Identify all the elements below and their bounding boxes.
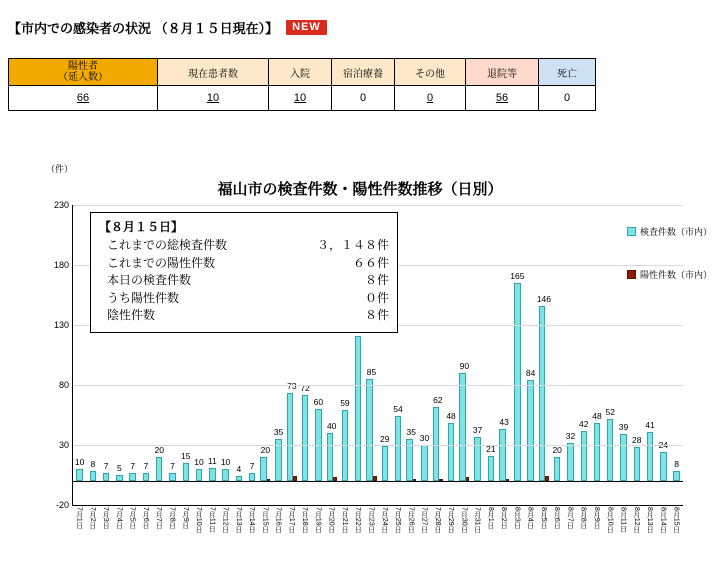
chart-bar-group: [510, 181, 525, 505]
chart-bar-tests: [421, 445, 427, 481]
chart-bar-slot: [444, 205, 457, 505]
chart-bar-tests: [567, 443, 573, 481]
chart-value-label: 7: [170, 460, 175, 471]
chart-x-tick-label: 7月14日: [248, 507, 256, 533]
callout-row-label: 陰性件数: [107, 307, 156, 322]
chart-container: [0, 150, 720, 574]
chart-value-label: 32: [565, 430, 576, 441]
chart-bar-group: [420, 181, 430, 505]
chart-bar-group: [605, 181, 615, 505]
chart-value-label: 90: [459, 361, 470, 371]
chart-value-label: 48: [446, 411, 456, 422]
chart-value-label: 146: [536, 293, 552, 304]
header-cell-hospitalized: 入院: [269, 59, 332, 86]
chart-gridline: [73, 445, 683, 446]
chart-y-tick-label: -20: [55, 500, 69, 510]
chart-x-tick-label: 7月10日: [195, 507, 203, 533]
header-cell-discharged: 退院等: [466, 59, 539, 86]
chart-bar-slot: [498, 205, 511, 505]
legend-label-positives: 陽性件数（市内）: [639, 270, 712, 280]
value-cell-other: [395, 86, 466, 111]
value-discharged: 56: [495, 92, 509, 104]
chart-x-tick-label: 7月6日: [141, 507, 149, 529]
legend-item-tests: [627, 225, 712, 238]
chart-x-tick-label: 8月12日: [632, 507, 640, 533]
chart-bar-tests: [594, 423, 600, 481]
chart-bar-tests: [660, 452, 666, 481]
chart-bar-tests: [647, 432, 653, 481]
chart-x-tick-label: 7月4日: [115, 507, 123, 529]
callout-row: [99, 237, 389, 254]
value-cell-hospitalized: [269, 86, 332, 111]
chart-value-label: 85: [366, 367, 377, 377]
page-header: [8, 18, 327, 37]
chart-value-label: 7: [130, 460, 136, 471]
chart-x-tick-label: 7月21日: [340, 507, 348, 533]
chart-x-tick-label: 7月17日: [287, 507, 295, 533]
chart-bar-group: [406, 181, 416, 505]
chart-x-tick-label: 7月9日: [181, 507, 189, 529]
chart-bar-group: [579, 181, 589, 505]
table-header-row: [9, 59, 596, 86]
chart-gridline: [73, 385, 683, 386]
chart-x-tick-label: 7月22日: [354, 507, 362, 533]
chart-x-tick-label: 8月2日: [500, 507, 508, 529]
value-current-patients: 10: [206, 92, 220, 104]
chart-bar-slot: [431, 205, 444, 505]
chart-bar-group: [499, 181, 509, 505]
chart-bar-tests: [634, 447, 640, 481]
chart-x-tick-label: 8月9日: [593, 507, 600, 529]
chart-value-label: 8: [674, 459, 679, 470]
chart-x-tick-label: 7月5日: [128, 507, 136, 529]
chart-value-label: 28: [632, 435, 642, 446]
chart-y-tick-label: 180: [53, 260, 69, 270]
chart-value-label: 35: [273, 427, 284, 437]
callout-row-label: 本日の検査件数: [107, 273, 192, 288]
chart-value-label: 35: [406, 427, 416, 437]
value-cell-positive-total: [9, 86, 158, 111]
chart-value-label: 37: [472, 424, 483, 435]
chart-bar-tests: [607, 419, 613, 481]
chart-x-tick-label: 8月6日: [553, 507, 561, 529]
callout-row-value: ０件: [364, 290, 389, 305]
chart-x-tick-label: 8月3日: [513, 507, 521, 529]
chart-bar-tests: [620, 434, 626, 481]
chart-bar-group: [536, 181, 552, 505]
chart-bar-tests: [143, 473, 149, 481]
chart-bar-group: [433, 181, 443, 505]
chart-x-tick-label: 7月16日: [274, 507, 282, 533]
chart-bar-tests: [90, 471, 96, 481]
value-cell-current-patients: [158, 86, 269, 111]
chart-x-tick-label: 7月31日: [473, 507, 481, 533]
chart-value-label: 21: [486, 443, 496, 454]
chart-bar-tests: [395, 416, 401, 481]
value-hospitalized: 10: [293, 92, 307, 104]
legend-label-tests: 検査件数（市内）: [639, 227, 712, 237]
callout-row-value: ６６件: [352, 255, 389, 270]
chart-bar-tests: [488, 456, 494, 481]
chart-bar-tests: [366, 379, 372, 481]
chart-x-tick-label: 7月1日: [75, 507, 83, 529]
chart-bar-tests: [183, 463, 189, 481]
chart-value-label: 73: [287, 381, 297, 392]
chart-x-tick-label: 7月18日: [301, 507, 309, 533]
chart-x-tick-label: 7月26日: [407, 507, 415, 533]
chart-x-tick-label: 8月13日: [646, 507, 654, 533]
chart-bar-tests: [249, 473, 255, 481]
header-cell-current-patients: 現在患者数: [158, 59, 269, 86]
chart-x-tick-label: 8月10日: [606, 507, 614, 533]
chart-x-tick-label: 7月24日: [380, 507, 388, 533]
infection-summary-table: [8, 58, 596, 111]
chart-bar-tests: [355, 336, 361, 481]
chart-title: 福山市の検査件数・陽性件数推移（日別）: [217, 181, 503, 198]
chart-gridline: [73, 205, 683, 206]
chart-bar-tests: [287, 393, 293, 481]
chart-bar-tests: [222, 469, 228, 481]
chart-value-label: 41: [645, 419, 655, 430]
chart-bar-group: [565, 181, 575, 505]
chart-x-tick-label: 7月27日: [420, 507, 428, 533]
chart-value-label: 29: [380, 434, 390, 445]
chart-value-label: 7: [249, 460, 255, 471]
chart-bar-slot: [511, 205, 524, 505]
chart-y-tick-label: 30: [58, 440, 69, 450]
chart-bar-tests: [103, 473, 109, 481]
chart-bar-tests: [129, 473, 135, 481]
chart-bar-tests: [539, 306, 545, 481]
table-value-row: [9, 86, 596, 111]
chart-y-tick-label: 130: [53, 320, 69, 330]
chart-bar-tests: [169, 473, 175, 481]
chart-bar-group: [486, 181, 496, 505]
chart-x-tick-label: 8月7日: [566, 507, 574, 529]
chart-value-label: 5: [117, 463, 122, 473]
callout-row: [99, 307, 389, 324]
chart-bar-tests: [327, 433, 333, 481]
chart-bar-slot: [564, 205, 577, 505]
chart-bar-group: [592, 181, 602, 505]
chart-bar-slot: [551, 205, 564, 505]
chart-bar-tests: [448, 423, 454, 481]
chart-bar-slot: [471, 205, 484, 505]
new-badge: NEW: [286, 20, 327, 35]
chart-value-label: 7: [103, 460, 109, 471]
chart-bar-group: [552, 181, 562, 505]
chart-x-tick-label: 7月12日: [221, 507, 229, 533]
chart-bar-slot: [484, 205, 497, 505]
header-positive-line1: 陽性者: [68, 60, 98, 72]
chart-bar-tests: [196, 469, 202, 481]
chart-bar-group: [473, 181, 483, 505]
header-cell-deaths: 死亡: [539, 59, 596, 86]
chart-bar-group: [459, 181, 469, 505]
chart-bar-slot: [458, 205, 471, 505]
chart-x-tick-label: 7月19日: [314, 507, 322, 533]
chart-x-tick-label: 7月2日: [88, 507, 96, 529]
callout-row: [99, 255, 389, 272]
chart-bar-slot: [604, 205, 617, 505]
chart-value-label: 72: [300, 382, 310, 393]
chart-bar-tests: [156, 457, 162, 481]
value-cell-discharged: [466, 86, 539, 111]
chart-value-label: 59: [340, 398, 350, 409]
legend-swatch-positives-icon: [627, 270, 636, 279]
chart-x-tick-label: 8月1日: [486, 507, 494, 529]
chart-x-tick-label: 7月13日: [234, 507, 242, 533]
chart-bar-slot: [577, 205, 590, 505]
callout-row-value: ８件: [364, 273, 389, 288]
chart-value-label: 4: [236, 464, 242, 475]
chart-bar-tests: [581, 431, 587, 481]
chart-bar-tests: [382, 446, 388, 481]
callout-row-value: ８件: [364, 307, 389, 322]
chart-x-tick-label: 7月15日: [261, 507, 269, 533]
chart-value-label: 10: [220, 457, 231, 467]
chart-x-tick-label: 8月15日: [672, 507, 680, 533]
chart-x-tick-label: 7月25日: [394, 507, 402, 533]
chart-bar-group: [526, 181, 536, 505]
chart-value-label: 10: [194, 457, 204, 467]
chart-zero-line: [73, 481, 683, 482]
chart-x-tick-label: 8月4日: [526, 507, 534, 529]
chart-x-tick-label: 8月14日: [659, 507, 667, 533]
callout-row: [99, 290, 389, 307]
value-other: 0: [426, 92, 434, 104]
chart-bar-tests: [76, 469, 82, 481]
header-cell-lodging: 宿泊療養: [332, 59, 395, 86]
chart-x-tick-label: 7月11日: [208, 507, 216, 533]
chart-bar-tests: [260, 457, 266, 481]
chart-x-tick-label: 7月8日: [168, 507, 176, 529]
chart-x-tick-label: 7月3日: [102, 507, 110, 529]
chart-value-label: 40: [326, 421, 337, 431]
chart-x-tick-label: 7月28日: [433, 507, 441, 533]
chart-value-label: 20: [260, 445, 271, 455]
chart-value-label: 52: [605, 406, 615, 417]
chart-bar-group: [75, 181, 85, 505]
callout-rows: [99, 237, 389, 324]
chart-value-label: 24: [658, 440, 669, 451]
chart-bar-tests: [474, 437, 480, 481]
callout-row-value: ３，１４８件: [316, 238, 389, 253]
chart-bar-slot: [524, 205, 537, 505]
chart-bar-slot: [73, 205, 86, 505]
daily-summary-callout: [90, 212, 398, 333]
header-positive-line2: （延人数）: [58, 72, 108, 83]
chart-x-tick-label: 8月11日: [619, 507, 627, 533]
callout-row-label: これまでの陽性件数: [107, 255, 216, 270]
value-cell-lodging: 0: [332, 86, 395, 111]
chart-bar-slot: [418, 205, 431, 505]
chart-value-label: 42: [578, 418, 589, 429]
chart-value-label: 43: [499, 417, 509, 428]
page-title: 【市内での感染者の状況 （８月１５日現在）】: [8, 21, 279, 36]
chart-value-label: 62: [433, 394, 443, 405]
legend-item-positives: [627, 268, 712, 281]
value-cell-deaths: 0: [539, 86, 596, 111]
chart-y-tick-label: 80: [58, 380, 69, 390]
chart-value-label: 20: [154, 445, 164, 455]
chart-bar-tests: [554, 457, 560, 481]
chart-bar-tests: [209, 468, 215, 481]
chart-x-axis-labels: [72, 507, 682, 567]
chart-value-label: 60: [313, 397, 324, 407]
chart-value-label: 11: [207, 455, 217, 466]
chart-value-label: 165: [510, 271, 525, 281]
chart-x-tick-label: 8月8日: [579, 507, 587, 529]
value-positive-total: 66: [76, 92, 90, 104]
chart-bar-slot: [405, 205, 418, 505]
callout-title: 【８月１５日】: [99, 220, 184, 234]
legend-swatch-tests-icon: [627, 227, 636, 236]
chart-bar-group: [446, 181, 456, 505]
chart-value-label: 15: [181, 451, 191, 461]
chart-x-tick-label: 7月7日: [155, 507, 163, 529]
chart-x-tick-label: 7月29日: [447, 507, 455, 533]
chart-bar-tests: [302, 395, 308, 481]
header-cell-other: その他: [395, 59, 466, 86]
chart-bar-slot: [537, 205, 550, 505]
chart-value-label: 8: [90, 459, 96, 470]
chart-x-tick-label: 7月30日: [460, 507, 468, 533]
chart-value-label: 84: [525, 368, 536, 379]
chart-value-label: 20: [552, 445, 562, 455]
chart-bar-slot: [590, 205, 603, 505]
chart-unit-label: （件）: [46, 164, 74, 174]
header-cell-positive-total: [9, 59, 158, 86]
callout-row: [99, 272, 389, 289]
chart-value-label: 39: [618, 422, 629, 433]
chart-bar-tests: [514, 283, 520, 481]
chart-bar-tests: [459, 373, 465, 481]
callout-row-label: うち陽性件数: [107, 290, 180, 305]
chart-value-label: 48: [592, 411, 602, 422]
chart-legend: [627, 225, 712, 311]
chart-bar-tests: [673, 471, 679, 481]
chart-x-tick-label: 7月20日: [327, 507, 335, 533]
chart-value-label: 7: [143, 460, 149, 471]
chart-bar-tests: [527, 380, 533, 481]
chart-x-tick-label: 8月5日: [539, 507, 547, 529]
chart-x-tick-label: 7月23日: [367, 507, 375, 533]
chart-bar-tests: [433, 407, 439, 481]
chart-bar-tests: [499, 429, 505, 481]
chart-value-label: 10: [74, 457, 85, 467]
chart-value-label: 54: [393, 404, 403, 415]
callout-row-label: これまでの総検査件数: [107, 238, 228, 253]
chart-y-tick-label: 230: [53, 200, 69, 210]
chart-value-label: 30: [419, 433, 430, 443]
